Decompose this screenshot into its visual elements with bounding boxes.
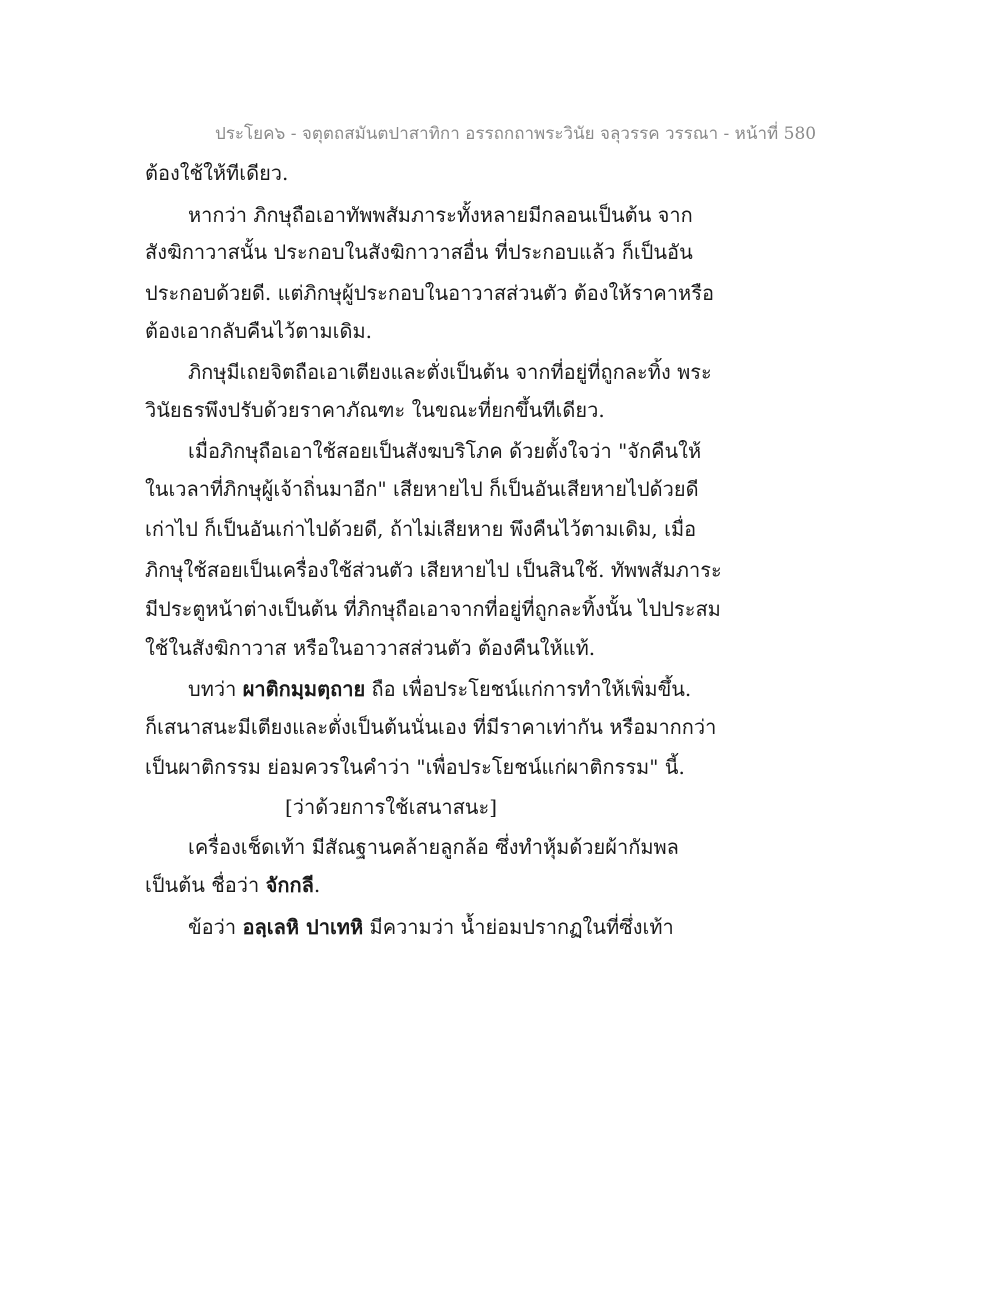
section-heading: [ว่าด้วยการใช้เสนาสนะ] (285, 795, 497, 819)
bold-term: อลฺเลหิ ปาเทหิ (242, 915, 364, 939)
text-run: บทว่า (188, 677, 243, 701)
paragraph-start (188, 674, 691, 704)
text-line: สังฆิกาวาสนั้น ประกอบในสังฆิกาวาสอื่น ที่ประกอบแล้ว ก็เป็นอัน (145, 240, 693, 264)
bold-term: ผาติกมฺมตฺถาย (242, 677, 366, 701)
text-line: วินัยธรพึงปรับด้วยราคาภัณฑะ ในขณะที่ยกขึ้นทีเดียว. (145, 398, 605, 422)
paragraph-start (188, 912, 674, 942)
text-line: ประกอบด้วยดี. แต่ภิกษุผู้ประกอบในอาวาสส่วนตัว ต้องให้ราคาหรือ (145, 281, 714, 305)
paragraph-start: เครื่องเช็ดเท้า มีสัณฐานคล้ายลูกล้อ ซึ่งทำหุ้มด้วยผ้ากัมพล (188, 835, 679, 859)
page-header: ประโยค๖ - จตุตถสมันตปาสาทิกา อรรถกถาพระวินัย จลุวรรค วรรณา - หน้าที่ 580 (215, 124, 817, 144)
text-line: เก่าไป ก็เป็นอันเก่าไปด้วยดี, ถ้าไม่เสียหาย พึงคืนไว้ตามเดิม, เมื่อ (145, 517, 697, 541)
text-run: ข้อว่า (188, 915, 243, 939)
text-run: เป็นต้น ชื่อว่า (145, 873, 266, 897)
text-run: มีความว่า น้ำย่อมปรากฏในที่ซึ่งเท้า (363, 915, 674, 939)
text-line: ต้องใช้ให้ทีเดียว. (145, 161, 289, 185)
bold-term: จักกลี (265, 873, 314, 897)
text-line: เป็นผาติกรรม ย่อมควรในคำว่า "เพื่อประโยชน์แก่ผาติกรรม" นี้. (145, 755, 685, 779)
paragraph-start: หากว่า ภิกษุถือเอาทัพพสัมภาระทั้งหลายมีกลอนเป็นต้น จาก (188, 203, 693, 227)
text-line: ในเวลาที่ภิกษุผู้เจ้าถิ่นมาอีก" เสียหายไป ก็เป็นอันเสียหายไปด้วยดี (145, 477, 699, 501)
text-line (145, 870, 320, 900)
paragraph-start: เมื่อภิกษุถือเอาใช้สอยเป็นสังฆบริโภค ด้วยตั้งใจว่า "จักคืนให้ (188, 439, 702, 463)
text-line: ก็เสนาสนะมีเตียงและตั่งเป็นต้นนั่นเอง ที่มีราคาเท่ากัน หรือมากกว่า (145, 715, 717, 739)
text-line: ต้องเอากลับคืนไว้ตามเดิม. (145, 319, 373, 343)
text-line: มีประตูหน้าต่างเป็นต้น ที่ภิกษุถือเอาจากที่อยู่ที่ถูกละทิ้งนั้น ไปประสม (145, 597, 721, 621)
text-line: ภิกษุใช้สอยเป็นเครื่องใช้ส่วนตัว เสียหายไป เป็นสินใช้. ทัพพสัมภาระ (145, 558, 722, 582)
paragraph-start: ภิกษุมีเถยจิตถือเอาเตียงและตั่งเป็นต้น จากที่อยู่ที่ถูกละทิ้ง พระ (188, 360, 712, 384)
text-run: ถือ เพื่อประโยชน์แก่การทำให้เพิ่มขึ้น. (365, 677, 692, 701)
text-run: . (313, 873, 321, 897)
text-line: ใช้ในสังฆิกาวาส หรือในอาวาสส่วนตัว ต้องคืนให้แท้. (145, 636, 596, 660)
